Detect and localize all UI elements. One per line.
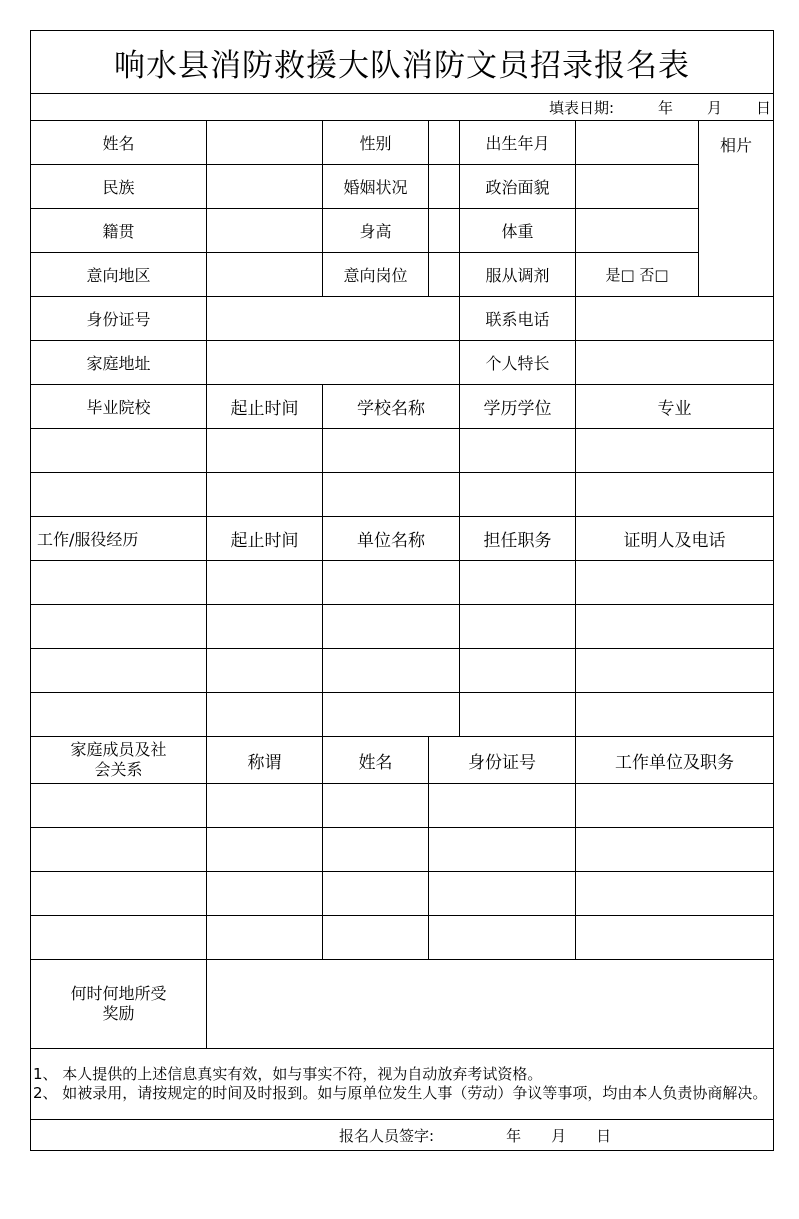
note-1: 1、 本人提供的上述信息真实有效，如与事实不符，视为自动放弃考试资格。 [33,1065,543,1083]
birth-label: 出生年月 [460,121,576,165]
work-cell[interactable] [207,561,323,605]
work-cell[interactable] [323,605,460,649]
table-row [31,784,774,828]
work-header-reference: 证明人及电话 [576,517,774,561]
family-cell[interactable] [207,828,323,872]
family-cell[interactable] [31,872,207,916]
birth-cell[interactable] [576,121,699,165]
family-cell[interactable] [429,828,576,872]
fill-date-day: 日 [756,98,772,117]
family-section-line2: 会关系 [94,760,143,779]
edu-cell[interactable] [207,429,323,473]
edu-header-major: 专业 [576,385,774,429]
work-cell[interactable] [207,649,323,693]
region-label: 意向地区 [31,253,207,297]
edu-cell[interactable] [31,473,207,517]
edu-cell[interactable] [576,473,774,517]
signature-day: 日 [596,1126,612,1145]
table-row [31,473,774,517]
family-cell[interactable] [429,784,576,828]
specialty-cell[interactable] [576,341,774,385]
table-row [31,872,774,916]
education-section-label: 毕业院校 [31,385,207,429]
family-cell[interactable] [576,828,774,872]
family-header-relation: 称谓 [207,737,323,784]
work-header-period: 起止时间 [207,517,323,561]
edu-header-degree: 学历学位 [460,385,576,429]
edu-cell[interactable] [323,473,460,517]
id-label: 身份证号 [31,297,207,341]
family-cell[interactable] [31,916,207,960]
table-row [31,649,774,693]
work-cell[interactable] [576,605,774,649]
fill-date-line [31,94,774,121]
phone-label: 联系电话 [460,297,576,341]
signature-line[interactable] [31,1120,774,1151]
address-label: 家庭地址 [31,341,207,385]
registration-form [30,30,773,1151]
native-label: 籍贯 [31,209,207,253]
signature-label: 报名人员签字: [339,1126,435,1145]
edu-cell[interactable] [576,429,774,473]
form-title: 响水县消防救援大队消防文员招录报名表 [31,31,774,94]
political-label: 政治面貌 [460,165,576,209]
edu-header-school: 学校名称 [323,385,460,429]
weight-cell[interactable] [576,209,699,253]
weight-label: 体重 [460,209,576,253]
name-cell[interactable] [207,121,323,165]
edu-cell[interactable] [207,473,323,517]
adjust-options[interactable]: 是□ 否□ [576,253,699,297]
work-cell[interactable] [323,649,460,693]
ethnicity-label: 民族 [31,165,207,209]
family-cell[interactable] [323,916,429,960]
edu-cell[interactable] [323,429,460,473]
post-label: 意向岗位 [323,253,429,297]
table-row [31,693,774,737]
work-cell[interactable] [31,561,207,605]
awards-line2: 奖励 [102,1004,135,1023]
phone-cell[interactable] [576,297,774,341]
family-cell[interactable] [576,784,774,828]
edu-cell[interactable] [31,429,207,473]
work-cell[interactable] [207,605,323,649]
declaration-notes [31,1049,774,1120]
address-cell[interactable] [207,341,460,385]
fill-date-label: 填表日期: [548,98,614,117]
family-section-line1: 家庭成员及社 [70,740,167,759]
family-cell[interactable] [207,872,323,916]
family-cell[interactable] [323,872,429,916]
form-table [30,30,774,1151]
fill-date-month: 月 [707,98,723,117]
marital-label: 婚姻状况 [323,165,429,209]
work-section-label: 工作/服役经历 [31,517,207,561]
family-cell[interactable] [323,784,429,828]
work-cell[interactable] [576,693,774,737]
gender-label: 性别 [323,121,429,165]
work-header-unit: 单位名称 [323,517,460,561]
family-cell[interactable] [207,784,323,828]
family-cell[interactable] [429,916,576,960]
family-header-id: 身份证号 [429,737,576,784]
note-2: 2、 如被录用，请按规定的时间及时报到。如与原单位发生人事（劳动）争议等事项，均由本人负责协商解决。 [33,1084,768,1102]
gender-cell[interactable] [429,121,460,165]
awards-label [31,960,207,1049]
table-row [31,828,774,872]
family-header-name: 姓名 [323,737,429,784]
post-cell[interactable] [429,253,460,297]
work-cell[interactable] [460,693,576,737]
family-cell[interactable] [207,916,323,960]
work-header-duty: 担任职务 [460,517,576,561]
work-cell[interactable] [460,605,576,649]
family-section-label [31,737,207,784]
edu-cell[interactable] [460,429,576,473]
work-cell[interactable] [31,605,207,649]
adjust-label: 服从调剂 [460,253,576,297]
political-cell[interactable] [576,165,699,209]
work-cell[interactable] [460,561,576,605]
work-cell[interactable] [207,693,323,737]
family-cell[interactable] [31,828,207,872]
specialty-label: 个人特长 [460,341,576,385]
height-cell[interactable] [429,209,460,253]
family-cell[interactable] [576,916,774,960]
table-row [31,429,774,473]
signature-month: 月 [551,1126,567,1145]
edu-header-period: 起止时间 [207,385,323,429]
awards-cell[interactable] [207,960,774,1049]
name-label: 姓名 [31,121,207,165]
native-cell[interactable] [207,209,323,253]
table-row [31,605,774,649]
region-cell[interactable] [207,253,323,297]
work-cell[interactable] [460,649,576,693]
ethnicity-cell[interactable] [207,165,323,209]
fill-date-year: 年 [658,98,674,117]
height-label: 身高 [323,209,429,253]
work-cell[interactable] [323,693,460,737]
work-cell[interactable] [31,693,207,737]
marital-cell[interactable] [429,165,460,209]
family-cell[interactable] [323,828,429,872]
work-cell[interactable] [576,561,774,605]
work-cell[interactable] [31,649,207,693]
family-cell[interactable] [31,784,207,828]
table-row [31,916,774,960]
awards-line1: 何时何地所受 [70,984,167,1003]
id-cell[interactable] [207,297,460,341]
signature-year: 年 [506,1126,522,1145]
work-cell[interactable] [576,649,774,693]
family-cell[interactable] [576,872,774,916]
family-header-employer: 工作单位及职务 [576,737,774,784]
work-cell[interactable] [323,561,460,605]
photo-box[interactable]: 相片 [699,121,774,297]
family-cell[interactable] [429,872,576,916]
table-row [31,561,774,605]
edu-cell[interactable] [460,473,576,517]
